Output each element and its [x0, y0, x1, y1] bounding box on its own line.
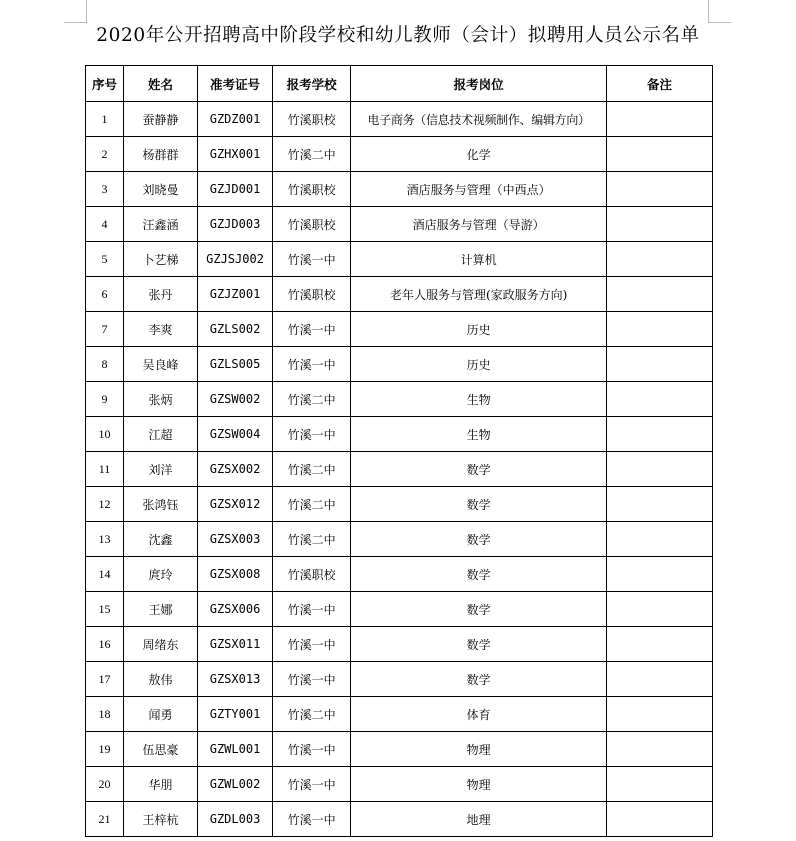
cell-serial-number: 8 [86, 347, 124, 382]
cell-admission-ticket-number: GZJD001 [198, 172, 273, 207]
cell-serial-number: 2 [86, 137, 124, 172]
cell-admission-ticket-number: GZDZ001 [198, 102, 273, 137]
cell-admission-ticket-number: GZSX011 [198, 627, 273, 662]
cell-serial-number: 6 [86, 277, 124, 312]
cell-admission-ticket-number: GZSX012 [198, 487, 273, 522]
cell-name: 周绪东 [124, 627, 198, 662]
table-row [86, 662, 713, 697]
table-row [86, 522, 713, 557]
table-row [86, 592, 713, 627]
table-row [86, 207, 713, 242]
cell-name: 李爽 [124, 312, 198, 347]
cell-school: 竹溪一中 [273, 417, 351, 452]
cell-name: 沈鑫 [124, 522, 198, 557]
cell-serial-number: 19 [86, 732, 124, 767]
cell-name: 汪鑫涵 [124, 207, 198, 242]
cell-position: 酒店服务与管理（中西点） [351, 172, 607, 207]
cell-remarks [607, 662, 713, 697]
cell-name: 伍思豪 [124, 732, 198, 767]
cell-remarks [607, 592, 713, 627]
cell-position: 数学 [351, 487, 607, 522]
cell-remarks [607, 697, 713, 732]
cell-position: 数学 [351, 522, 607, 557]
cell-admission-ticket-number: GZDL003 [198, 802, 273, 837]
cell-school: 竹溪一中 [273, 242, 351, 277]
cell-position: 历史 [351, 312, 607, 347]
cell-school: 竹溪一中 [273, 732, 351, 767]
cell-name: 庹玲 [124, 557, 198, 592]
cell-serial-number: 4 [86, 207, 124, 242]
header-school: 报考学校 [273, 66, 351, 102]
cell-serial-number: 7 [86, 312, 124, 347]
header-admission-ticket-number: 准考证号 [198, 66, 273, 102]
cell-position: 老年人服务与管理(家政服务方向) [351, 277, 607, 312]
cell-admission-ticket-number: GZSX002 [198, 452, 273, 487]
cell-serial-number: 20 [86, 767, 124, 802]
cell-remarks [607, 557, 713, 592]
cell-position: 生物 [351, 382, 607, 417]
cell-name: 张鸿钰 [124, 487, 198, 522]
cell-name: 江超 [124, 417, 198, 452]
cell-name: 杨群群 [124, 137, 198, 172]
cell-name: 蚕静静 [124, 102, 198, 137]
cell-school: 竹溪二中 [273, 382, 351, 417]
cell-serial-number: 9 [86, 382, 124, 417]
cell-position: 数学 [351, 452, 607, 487]
cell-remarks [607, 172, 713, 207]
table-row [86, 732, 713, 767]
header-serial-number: 序号 [86, 66, 124, 102]
table-row [86, 382, 713, 417]
cell-remarks [607, 382, 713, 417]
cell-name: 敖伟 [124, 662, 198, 697]
cell-remarks [607, 277, 713, 312]
cell-school: 竹溪职校 [273, 172, 351, 207]
cell-remarks [607, 242, 713, 277]
cell-position: 生物 [351, 417, 607, 452]
page-corner-mark-left [64, 0, 87, 23]
cell-name: 王娜 [124, 592, 198, 627]
cell-school: 竹溪一中 [273, 592, 351, 627]
cell-school: 竹溪二中 [273, 522, 351, 557]
cell-serial-number: 10 [86, 417, 124, 452]
cell-name: 刘晓曼 [124, 172, 198, 207]
cell-admission-ticket-number: GZSX003 [198, 522, 273, 557]
cell-position: 数学 [351, 592, 607, 627]
header-name: 姓名 [124, 66, 198, 102]
cell-position: 物理 [351, 767, 607, 802]
cell-admission-ticket-number: GZWL001 [198, 732, 273, 767]
cell-school: 竹溪职校 [273, 277, 351, 312]
cell-name: 王梓杭 [124, 802, 198, 837]
table-row [86, 312, 713, 347]
cell-name: 吴良峰 [124, 347, 198, 382]
cell-admission-ticket-number: GZSX013 [198, 662, 273, 697]
cell-remarks [607, 102, 713, 137]
cell-position: 计算机 [351, 242, 607, 277]
cell-remarks [607, 522, 713, 557]
table-row [86, 767, 713, 802]
candidate-table [85, 65, 713, 837]
table-row [86, 802, 713, 837]
cell-serial-number: 5 [86, 242, 124, 277]
table-header-row [86, 66, 713, 102]
cell-name: 张丹 [124, 277, 198, 312]
cell-remarks [607, 802, 713, 837]
cell-school: 竹溪一中 [273, 347, 351, 382]
cell-school: 竹溪职校 [273, 557, 351, 592]
cell-school: 竹溪二中 [273, 697, 351, 732]
cell-admission-ticket-number: GZTY001 [198, 697, 273, 732]
table-row [86, 102, 713, 137]
cell-school: 竹溪一中 [273, 767, 351, 802]
cell-position: 物理 [351, 732, 607, 767]
table-row [86, 487, 713, 522]
cell-admission-ticket-number: GZJD003 [198, 207, 273, 242]
cell-school: 竹溪二中 [273, 452, 351, 487]
cell-name: 卜艺梯 [124, 242, 198, 277]
cell-name: 刘洋 [124, 452, 198, 487]
cell-serial-number: 1 [86, 102, 124, 137]
cell-remarks [607, 347, 713, 382]
cell-serial-number: 3 [86, 172, 124, 207]
cell-position: 化学 [351, 137, 607, 172]
cell-admission-ticket-number: GZLS002 [198, 312, 273, 347]
table-row [86, 347, 713, 382]
cell-remarks [607, 487, 713, 522]
cell-school: 竹溪一中 [273, 802, 351, 837]
cell-position: 电子商务（信息技术视频制作、编辑方向） [351, 102, 607, 137]
table-row [86, 557, 713, 592]
cell-admission-ticket-number: GZJSJ002 [198, 242, 273, 277]
cell-serial-number: 11 [86, 452, 124, 487]
table-body [86, 102, 713, 837]
cell-name: 张炳 [124, 382, 198, 417]
cell-school: 竹溪一中 [273, 312, 351, 347]
cell-name: 华朋 [124, 767, 198, 802]
cell-serial-number: 13 [86, 522, 124, 557]
cell-school: 竹溪一中 [273, 627, 351, 662]
cell-admission-ticket-number: GZSX008 [198, 557, 273, 592]
cell-serial-number: 12 [86, 487, 124, 522]
cell-remarks [607, 732, 713, 767]
table-row [86, 627, 713, 662]
cell-remarks [607, 627, 713, 662]
table-row [86, 697, 713, 732]
cell-position: 数学 [351, 557, 607, 592]
cell-remarks [607, 767, 713, 802]
cell-school: 竹溪一中 [273, 662, 351, 697]
table-row [86, 417, 713, 452]
header-remarks: 备注 [607, 66, 713, 102]
cell-position: 数学 [351, 627, 607, 662]
cell-remarks [607, 452, 713, 487]
table-row [86, 452, 713, 487]
cell-position: 历史 [351, 347, 607, 382]
cell-name: 闻勇 [124, 697, 198, 732]
cell-remarks [607, 312, 713, 347]
cell-admission-ticket-number: GZSX006 [198, 592, 273, 627]
cell-school: 竹溪职校 [273, 207, 351, 242]
cell-school: 竹溪职校 [273, 102, 351, 137]
document-title: 2020年公开招聘高中阶段学校和幼儿教师（会计）拟聘用人员公示名单 [96, 25, 700, 46]
cell-school: 竹溪二中 [273, 137, 351, 172]
cell-remarks [607, 137, 713, 172]
cell-position: 数学 [351, 662, 607, 697]
cell-serial-number: 18 [86, 697, 124, 732]
page-corner-mark-right [708, 0, 731, 23]
cell-admission-ticket-number: GZSW004 [198, 417, 273, 452]
cell-remarks [607, 207, 713, 242]
cell-admission-ticket-number: GZJZ001 [198, 277, 273, 312]
table-row [86, 172, 713, 207]
table-row [86, 277, 713, 312]
cell-serial-number: 21 [86, 802, 124, 837]
cell-school: 竹溪二中 [273, 487, 351, 522]
cell-admission-ticket-number: GZSW002 [198, 382, 273, 417]
table-row [86, 137, 713, 172]
cell-position: 地理 [351, 802, 607, 837]
table-row [86, 242, 713, 277]
cell-admission-ticket-number: GZWL002 [198, 767, 273, 802]
cell-serial-number: 15 [86, 592, 124, 627]
cell-serial-number: 17 [86, 662, 124, 697]
cell-serial-number: 16 [86, 627, 124, 662]
cell-admission-ticket-number: GZHX001 [198, 137, 273, 172]
cell-position: 酒店服务与管理（导游） [351, 207, 607, 242]
cell-position: 体育 [351, 697, 607, 732]
cell-admission-ticket-number: GZLS005 [198, 347, 273, 382]
header-position: 报考岗位 [351, 66, 607, 102]
cell-remarks [607, 417, 713, 452]
cell-serial-number: 14 [86, 557, 124, 592]
